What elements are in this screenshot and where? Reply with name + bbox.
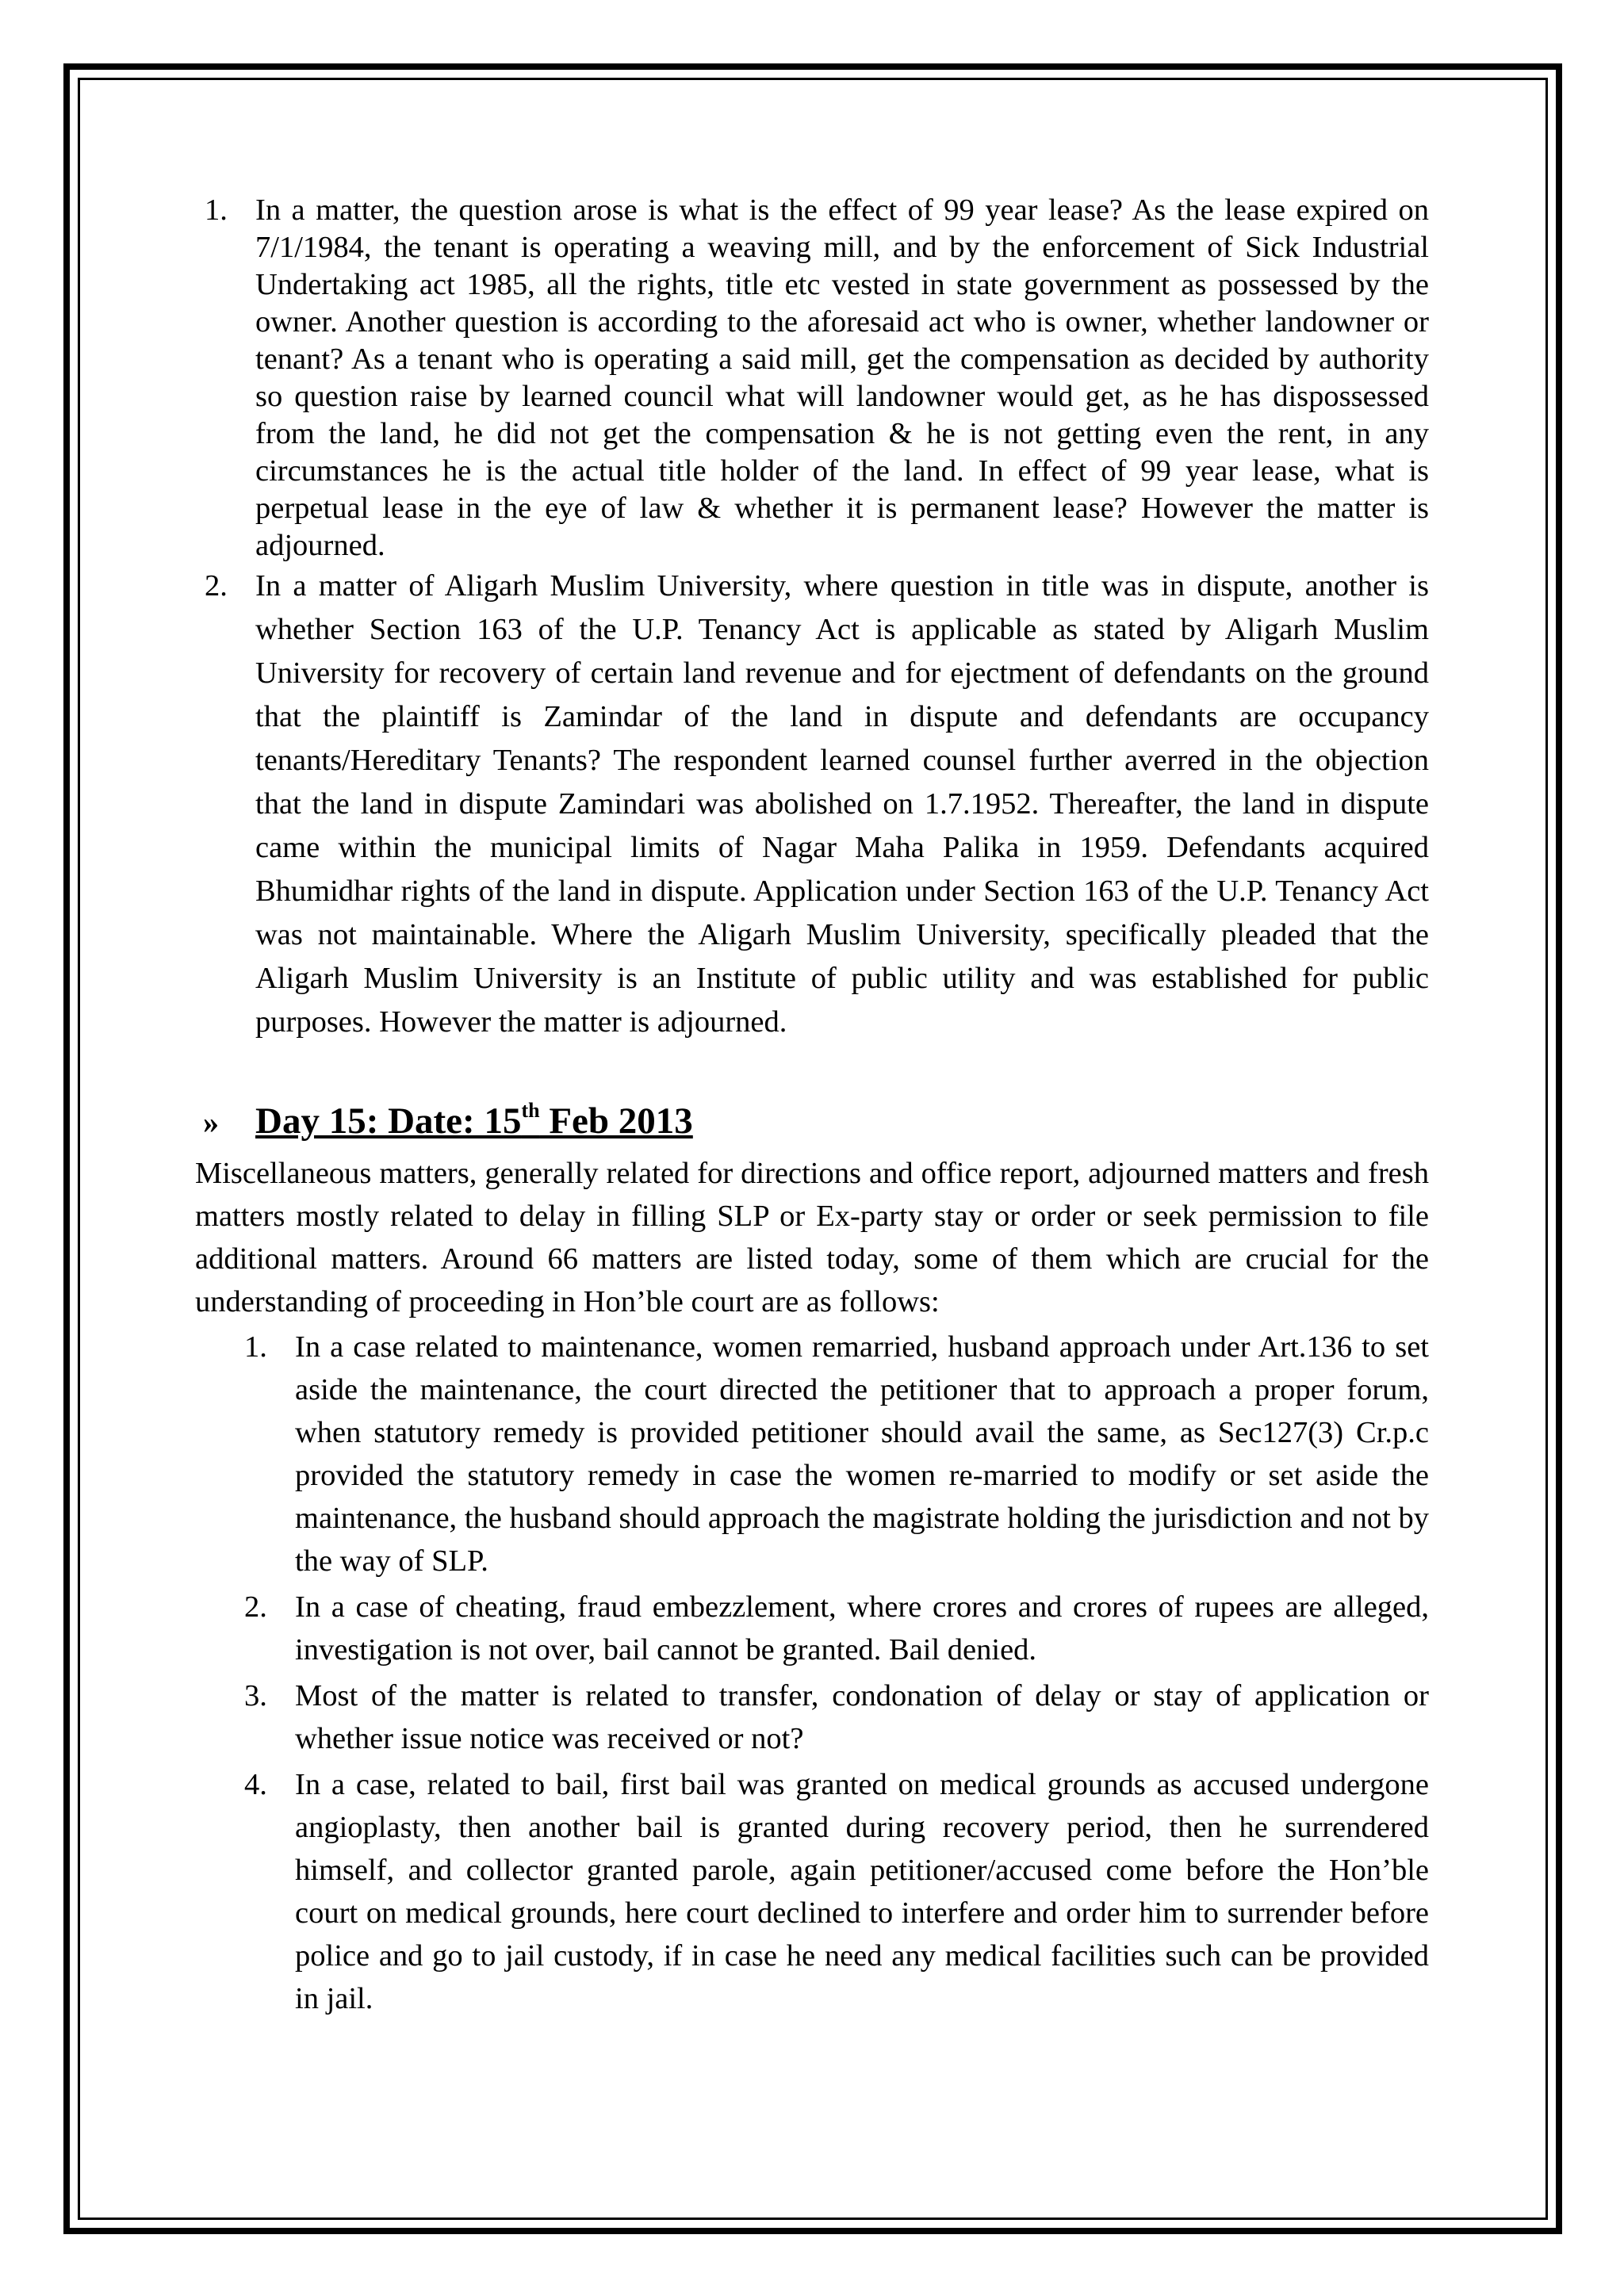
list-item-text: In a matter of Aligarh Muslim University, where question in title was in dispute, another is whether Section 163 of the U.P. Tenancy Act is applicable as stated by Aligarh Muslim University for recovery of certain land revenue and for ejectment of defendants on the ground that the plaintiff is Zamindar of the land in dispute and defendants are occupancy tenants/Hereditary Tenants? The respondent learned counsel further averred in the objection that the land in dispute Zamindari was abolished on 1.7.1952. Thereafter, the land in dispute came within the municipal limits of Nagar Maha Palika in 1959. Defendants acquired Bhumidhar rights of the land in dispute. Application under Section 163 of the U.P. Tenancy Act was not maintainable. Where the Aligarh Muslim University, specifically pleaded that the Aligarh Muslim University is an Institute of public utility and was established for public purposes. However the matter is adjourned.	[255, 569, 1429, 1039]
heading-superscript: th	[521, 1099, 540, 1122]
intro-paragraph: Miscellaneous matters, generally related for directions and office report, adjourned matters and fresh matters mostly related to delay in filling SLP or Ex-party stay or order or seek permission to file additional matters. Around 66 matters are listed today, some of them which are crucial for the understanding of proceeding in Hon’ble court are as follows:	[195, 1157, 1429, 1318]
heading-prefix: Day 15: Date: 15	[255, 1100, 522, 1142]
list-item	[244, 1674, 1429, 1760]
list-item	[244, 1763, 1429, 2020]
list-item	[244, 1326, 1429, 1582]
list-number: 1.	[205, 193, 228, 227]
list-number: 2.	[244, 1590, 267, 1624]
list-number: 2.	[205, 569, 228, 603]
list-item	[205, 564, 1429, 1044]
list-item-text: Most of the matter is related to transfer, condonation of delay or stay of application or whether issue notice was received or not?	[295, 1679, 1429, 1755]
heading-suffix: Feb 2013	[539, 1100, 693, 1142]
list-number: 1.	[244, 1330, 267, 1364]
list-item-text: In a case of cheating, fraud embezzlement, where crores and crores of rupees are alleged, investigation is not over, bail cannot be granted. Bail denied.	[295, 1590, 1429, 1667]
list-item-text: In a case related to maintenance, women remarried, husband approach under Art.136 to set aside the maintenance, the court directed the petitioner that to approach a proper forum, when statutory remedy is provided petitioner should avail the same, as Sec127(3) Cr.p.c provided the statutory remedy in case the women re-married to modify or set aside the maintenance, the husband should approach the magistrate holding the jurisdiction and not by the way of SLP.	[295, 1330, 1429, 1578]
double-chevron-icon: »	[203, 1104, 219, 1140]
list-item-text: In a matter, the question arose is what is the effect of 99 year lease? As the lease expired on 7/1/1984, the tenant is operating a weaving mill, and by the enforcement of Sick Industrial Undertaking act 1985, all the rights, title etc vested in state government as possessed by the owner. Another question is according to the aforesaid act who is owner, whether landowner or tenant? As a tenant who is operating a said mill, get the compensation as decided by authority so question raise by learned council what will landowner would get, as he has dispossessed from the land, he did not get the compensation & he is not getting even the rent, in any circumstances he is the actual title holder of the land. In effect of 99 year lease, what is perpetual lease in the eye of law & whether it is permanent lease? However the matter is adjourned.	[255, 193, 1429, 562]
list-number: 4.	[244, 1768, 267, 1801]
list-item	[244, 1586, 1429, 1671]
day-heading-text	[255, 1097, 693, 1145]
list-number: 3.	[244, 1679, 267, 1712]
matters-list-day15	[244, 1326, 1429, 2023]
list-item-text: In a case, related to bail, first bail was granted on medical grounds as accused undergone angioplasty, then another bail is granted during recovery period, then he surrendered himself, and collector granted parole, again petitioner/accused come before the Hon’ble court on medical grounds, here court declined to interfere and order him to surrender before police and go to jail custody, if in case he need any medical facilities such can be provided in jail.	[295, 1768, 1429, 2015]
matters-list-day14	[205, 192, 1429, 1044]
list-item	[205, 192, 1429, 564]
